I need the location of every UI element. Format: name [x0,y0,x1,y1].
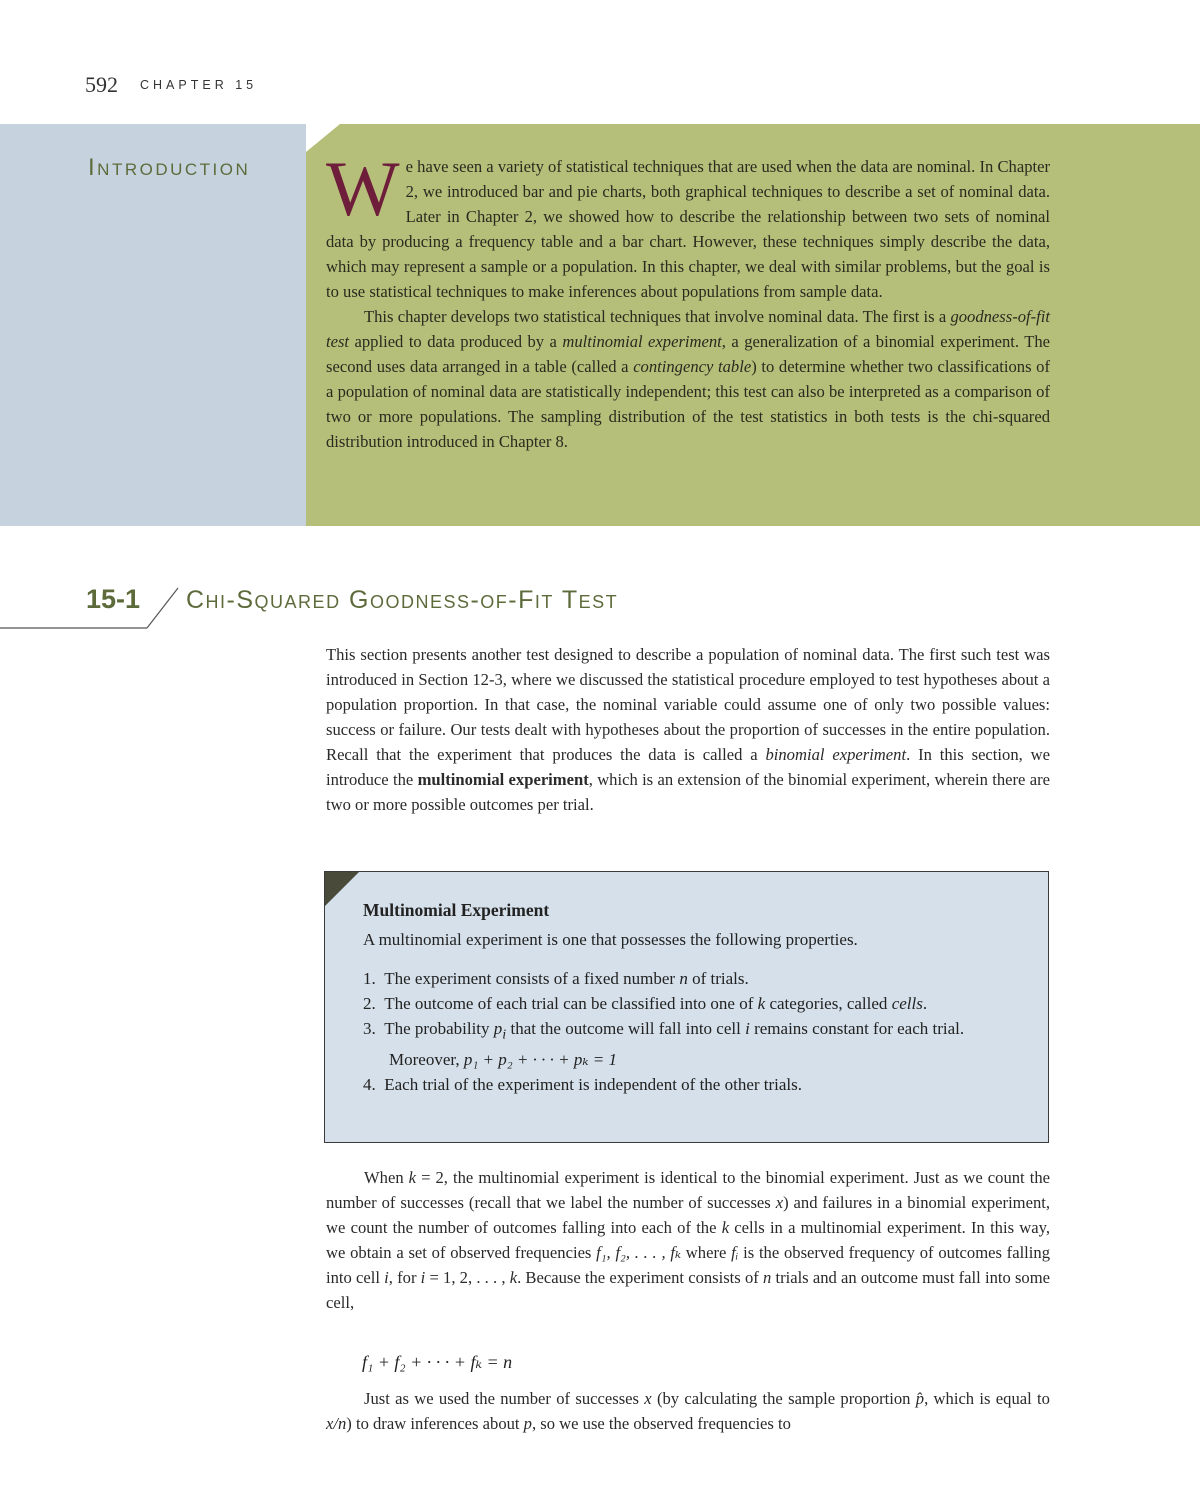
var-x: x [775,1193,784,1212]
body-text-part: ) to draw inferences about [346,1414,524,1433]
body-text-part: where [681,1243,732,1262]
section-heading [0,584,700,630]
var-i: i [745,1019,750,1038]
page-number: 592 [85,72,118,97]
section-paragraph-1 [326,642,1050,817]
section-number: 15-1 [86,584,141,614]
var-p: p [493,1019,503,1038]
definition-title: Multinomial Experiment [363,900,550,920]
after-paragraph-2 [326,1386,1050,1436]
intro-p2-part: , a generalization of a binomial experiment. The second uses data arranged in a table (called a [326,332,1050,376]
body-text-part: , which is equal to [924,1389,1050,1408]
item-text: categories, called [765,994,892,1013]
term-contingency-table: contingency table [633,357,752,376]
box-corner-marker [325,872,359,906]
definition-box [324,871,1049,1143]
after-formula-text [326,1386,1050,1436]
definition-item: 3. The probability $p_i$ that the outcome will fall into cell i remains constant for each trial. Moreover, p₁ + p₂ + · · · + pₖ = 1 [363,1019,965,1070]
term-multinomial: multinomial experiment [562,332,722,351]
var-k: k [509,1268,518,1287]
var-n: n [762,1268,772,1287]
item-text: . [922,994,928,1013]
var-p-hat: p̂ [915,1389,925,1408]
body-text-part: When [364,1168,409,1187]
after-paragraph-1 [326,1165,1050,1315]
var-k: k [721,1218,730,1237]
item-text: The experiment consists of a fixed number [384,969,680,988]
term-binomial: binomial experiment [765,745,907,764]
var-i-sub: i [502,1026,507,1043]
body-text-part: , so we use the observed frequencies to [531,1414,791,1433]
item-text: The outcome of each trial can be classified into one of [384,994,758,1013]
var-i: i [384,1268,389,1287]
intro-paragraph-1 [326,145,1050,304]
intro-p2-part: This chapter develops two statistical techniques that involve nominal data. The first is a [364,307,951,326]
definition-list [363,966,1023,1097]
intro-paragraph-2 [326,304,1050,454]
body-text-part: , which is an extension of the binomial experiment, wherein there are two or more possible outcomes per trial. [326,770,1050,814]
body-text-part: cells in a multinomial experiment. In this way, we obtain a set of observed frequencies [326,1218,1050,1262]
var-x-over-n: x/n [326,1414,347,1433]
item-text: remains constant for each trial. Moreover, [389,1019,965,1070]
section-title: Chi-Squared Goodness-of-Fit Test [186,586,619,614]
frequency-sum-formula: f₁ + f₂ + · · · + fₖ = n [362,1352,513,1372]
var-x: x [644,1389,652,1408]
intro-p1-text: e have seen a variety of statistical techniques that are used when the data are nominal. In Chapter 2, we introduced bar and pie charts, both graphical techniques to describe a set of nominal data. Later in Chapter 2, we showed how to describe the relationship between two sets of nominal data by producing a frequency table and a bar chart. However, these techniques simply describe the data, which may represent a sample or a population. In this chapter, we deal with similar problems, but the goal is to use statistical techniques to make inferences about populations from sample data. [326,157,1050,301]
chapter-label: CHAPTER 15 [140,78,258,92]
var-n: n [679,969,688,988]
body-text-part: This section presents another test designed to describe a population of nominal data. The first such test was introduced in Section 12-3, where we discussed the statistical procedure employed to test hypotheses about a population proportion. In that case, the nominal variable could assume one of only two possible values: success or failure. Our tests dealt with hypotheses about the proportion of successes in the entire population. Recall that the experiment that produces the data is called a [326,645,1050,764]
var-frequencies: f₁, f₂, . . . , fₖ [596,1243,682,1262]
var-fi: fᵢ [731,1243,739,1262]
term-multinomial-bold: multinomial experiment [417,770,589,789]
definition-item: 1. The experiment consists of a fixed number n of trials. [363,969,749,988]
dropcap-letter: W [326,145,400,232]
body-text-part: . Because the experiment consists of [517,1268,763,1287]
page-header [85,72,257,98]
term-cells: cells [891,994,923,1013]
equation-sum-p: p₁ + p₂ + · · · + pₖ = 1 [463,1050,618,1070]
body-text-part: = 2, the multinomial experiment is identical to the binomial experiment. Just as we count the number of successes (recall that we label the number of successes [326,1168,1050,1212]
var-i: i [420,1268,426,1287]
body-text-part: (by calculating the sample proportion [651,1389,916,1408]
body-text-part: Just as we used the number of successes [364,1389,645,1408]
body-text-part: ) and failures in a binomial experiment, we count the number of outcomes falling into each of the [326,1193,1051,1237]
var-k: k [757,994,766,1013]
after-box-text [326,1165,1050,1315]
definition-item: 4. Each trial of the experiment is independent of the other trials. [363,1075,803,1095]
item-text: The probability [384,1019,494,1038]
var-p: p [523,1414,532,1433]
term-goodness-of-fit: goodness-of-fit test [326,307,1050,351]
introduction-band [0,124,1200,526]
item-text: Each trial of the experiment is independent of the other trials. [384,1075,803,1095]
section-intro-text [326,642,1050,817]
definition-item: 2. The outcome of each trial can be classified into one of k categories, called cells. [363,994,928,1013]
body-text-part: , for [388,1268,421,1287]
definition-intro: A multinomial experiment is one that possesses the following properties. [363,930,858,949]
intro-p2-part: applied to data produced by a [349,332,563,351]
intro-text [326,145,1051,454]
body-text-part: = 1, 2, . . . , [425,1268,510,1287]
body-text-part: . In this section, we introduce the [326,745,1050,789]
body-text-part: is the observed frequency of outcomes falling into cell [326,1243,1050,1287]
intro-p2-part: ) to determine whether two classifications of a population of nominal data are statistically independent; this test can also be interpreted as a comparison of two or more populations. The sampling distribution of the test statistics in both tests is the chi-squared distribution introduced in Chapter 8. [326,357,1051,451]
item-text: that the outcome will fall into cell [506,1019,746,1038]
item-text: of trials. [687,969,749,988]
intro-heading: Introduction [88,154,251,181]
body-text-part: trials and an outcome must fall into some cell, [326,1268,1050,1312]
var-k: k [408,1168,417,1187]
